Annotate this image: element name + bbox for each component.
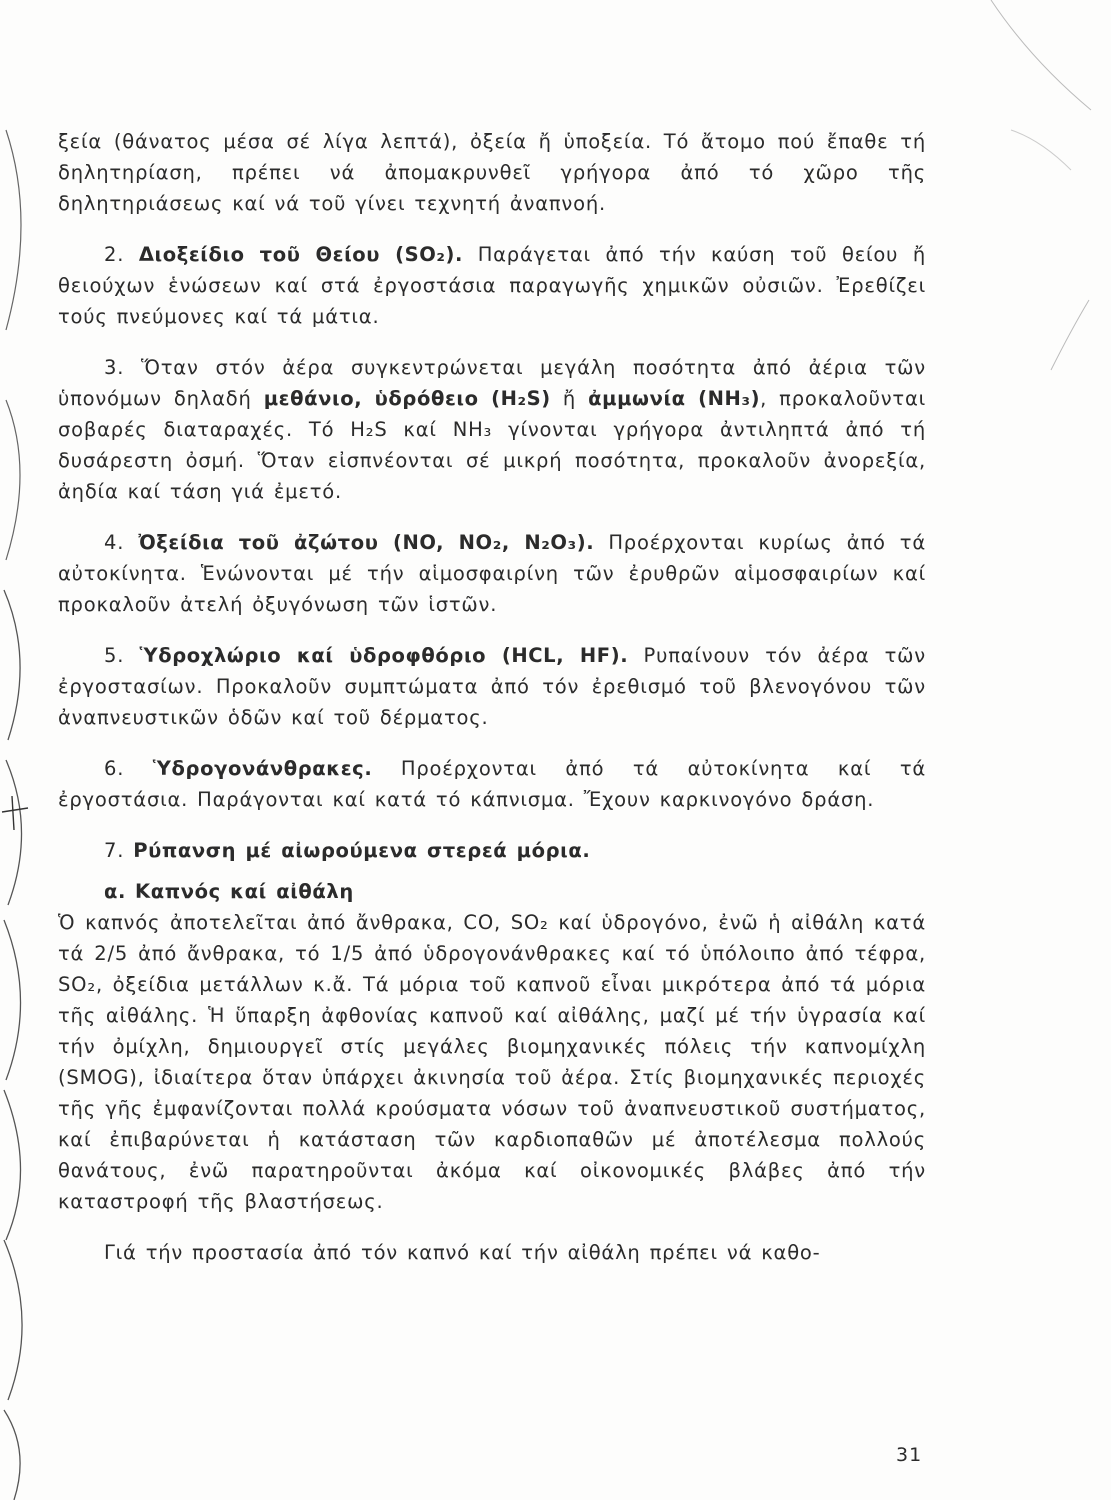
item-heading: Ὑδροχλώριο καί ὑδροφθόριο (HCL, HF). [139, 644, 629, 667]
subheading-a [58, 876, 926, 907]
paragraph-item-4 [58, 527, 926, 620]
paragraph-item-5 [58, 640, 926, 733]
subheading-label: α. [104, 880, 127, 903]
item-body: Παράγεται ἀπό τήν καύση τοῦ θείου ἤ θειούχων ἑνώσεων καί στά ἐργοστάσια παραγωγῆς χημικῶν οὐσιῶν. Ἐρεθίζει τούς πνεύμονες καί τά μάτια. [58, 243, 927, 328]
subheading-title: Καπνός καί αἰθάλη [135, 880, 354, 903]
item-heading: Διοξείδιο τοῦ Θείου (SO₂). [138, 243, 464, 266]
item-body: Προέρχονται κυρίως ἀπό τά αὐτοκίνητα. Ἑνώνονται μέ τήν αἱμοσφαιρίνη τῶν ἐρυθρῶν αἱμοσφαιρίων καί προκαλοῦν ἀτελή ὀξυγόνωση τῶν ἱστῶν. [58, 531, 927, 616]
item-body: Ὅταν στόν ἀέρα συγκεντρώνεται μεγάλη ποσότητα ἀπό ἀέρια τῶν ὑπονόμων δηλαδή [58, 356, 926, 410]
page-number: 31 [896, 1444, 923, 1466]
paragraph-item-7 [58, 835, 926, 866]
item-bold-term: ἀμμωνία (NH₃) [588, 387, 761, 410]
item-number: 6. [104, 757, 125, 780]
item-heading: Ὀξείδια τοῦ ἀζώτου (NO, NO₂, N₂O₃). [138, 531, 595, 554]
body-text [58, 126, 926, 1288]
corner-stain-curve [971, 0, 1111, 420]
item-number: 4. [104, 531, 125, 554]
paragraph-protection [58, 1237, 926, 1268]
item-number: 5. [104, 644, 125, 667]
item-body: ἤ [562, 387, 577, 410]
paragraph-intro: ξεία (θάνατος μέσα σέ λίγα λεπτά), ὀξεία ἤ ὑποξεία. Τό ἄτομο πού ἔπαθε τή δηλητηρίαση, πρέπει νά ἀπομακρυνθεῖ γρήγορα ἀπό τό χῶρο τῆς δηλητηριάσεως καί νά τοῦ γίνει τεχνητή ἀναπνοή. [58, 130, 926, 215]
paragraph-protection-text: Γιά τήν προστασία ἀπό τόν καπνό καί τήν αἰθάλη πρέπει νά καθο- [104, 1241, 821, 1264]
item-body: , προκαλοῦνται σοβαρές διαταραχές. Τό H₂S καί NH₃ γίνονται γρήγορα ἀντιληπτά ἀπό τή δυσάρεστη ὀσμή. Ὅταν εἰσπνέονται σέ μικρή ποσότητα, προκαλοῦν ἀνορεξία, ἀηδία καί τάση γιά ἐμετό. [58, 387, 927, 503]
paragraph-item-6 [58, 753, 926, 815]
item-number: 3. [104, 356, 125, 379]
item-number: 2. [104, 243, 125, 266]
item-body: Ρυπαίνουν τόν ἀέρα τῶν ἐργοστασίων. Προκαλοῦν συμπτώματα ἀπό τόν ἐρεθισμό τοῦ βλενογόνου τῶν ἀναπνευστικῶν ὁδῶν καί τοῦ δέρματος. [58, 644, 926, 729]
paragraph-item-2 [58, 239, 926, 332]
item-bold-term: μεθάνιο, ὑδρόθειο (H₂S) [263, 387, 551, 410]
item-number: 7. [104, 839, 125, 862]
item-heading: Ρύπανση μέ αἰωρούμενα στερεά μόρια. [133, 839, 591, 862]
paragraph-smoke-soot: Ὁ καπνός ἀποτελεῖται ἀπό ἄνθρακα, CO, SO₂ καί ὑδρογόνο, ἐνῶ ἡ αἰθάλη κατά τά 2/5 ἀπό ἄνθρακα, τό 1/5 ἀπό ὑδρογονάνθρακες καί τό ὑπόλοιπο ἀπό τέφρα, SO₂, ὀξείδια μετάλλων κ.ἄ. Τά μόρια τοῦ καπνοῦ εἶναι μικρότερα ἀπό τά μόρια τῆς αἰθάλης. Ἡ ὕπαρξη ἀφθονίας καπνοῦ καί αἰθάλης, μαζί μέ τήν ὑγρασία καί τήν ὀμίχλη, δημιουργεῖ στίς μεγάλες βιομηχανικές πόλεις τήν καπνομίχλη (SMOG), ἰδιαίτερα ὅταν ὑπάρχει ἀκινησία τοῦ ἀέρα. Στίς βιομηχανικές περιοχές τῆς γῆς ἐμφανίζονται πολλά κρούσματα νόσων τοῦ ἀναπνευστικοῦ συστήματος, καί ἐπιβαρύνεται ἡ κατάσταση τῶν καρδιοπαθῶν μέ ἀποτέλεσμα πολλούς θανάτους, ἐνῶ παρατηροῦνται ἀκόμα καί οἰκονομικές βλάβες ἀπό τήν καταστροφή τῆς βλαστήσεως. [58, 911, 926, 1213]
paragraph-item-3 [58, 352, 926, 507]
item-body: Προέρχονται ἀπό τά αὐτοκίνητα καί τά ἐργοστάσια. Παράγονται καί κατά τό κάπνισμα. Ἔχουν καρκινογόνο δράση. [58, 757, 927, 811]
item-heading: Ὑδρογονάνθρακες. [152, 757, 373, 780]
